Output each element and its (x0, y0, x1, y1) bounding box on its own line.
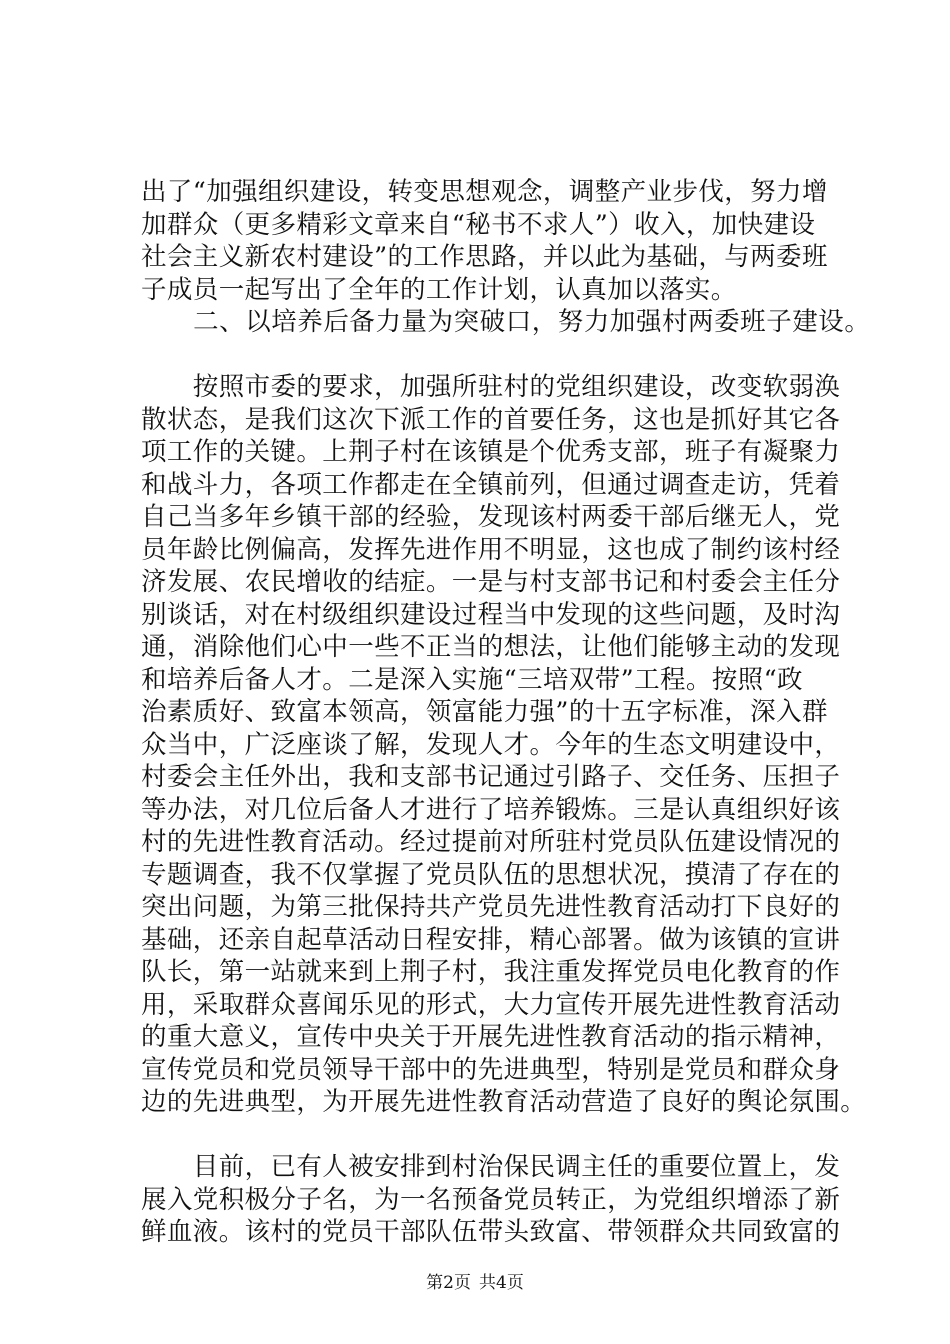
text-line: 济发展、农民增收的结症。一是与村支部书记和村委会主任分 (141, 567, 841, 597)
text-line: 专题调查，我不仅掌握了党员队伍的思想状况，摸清了存在的 (141, 859, 841, 890)
text-line: 子成员一起写出了全年的工作计划，认真加以落实。 (141, 274, 737, 305)
text-line: 宣传党员和党员领导干部中的先进典型，特别是党员和群众身 (141, 1054, 841, 1085)
text-line: 散状态，是我们这次下派工作的首要任务，这也是抓好其它各 (141, 404, 841, 435)
document-body (141, 176, 871, 1249)
text-line: 的重大意义，宣传中央关于开展先进性教育活动的指示精神， (141, 1022, 841, 1052)
text-line: 村的先进性教育活动。经过提前对所驻村党员队伍建设情况的 (141, 827, 841, 857)
text-line: 突出问题，为第三批保持共产党员先进性教育活动打下良好的 (141, 892, 841, 922)
text-line: 和战斗力，各项工作都走在全镇前列，但通过调查走访，凭着 (141, 469, 841, 500)
text-line: 边的先进典型，为开展先进性教育活动营造了良好的舆论氛围。 (141, 1087, 867, 1117)
text-line: 鲜血液。该村的党员干部队伍带头致富、带领群众共同致富的 (141, 1217, 841, 1247)
paragraph-spacer (141, 339, 831, 372)
text-line: 治素质好、致富本领高，领富能力强”的十五字标准，深入群 (141, 697, 828, 727)
section-heading: 二、以培养后备力量为突破口，努力加强村两委班子建设。 (141, 307, 871, 337)
text-line: 自己当多年乡镇干部的经验，发现该村两委干部后继无人，党 (141, 502, 841, 532)
paragraph-1 (141, 176, 831, 306)
text-line: 社会主义新农村建设”的工作思路，并以此为基础，与两委班 (141, 242, 828, 272)
text-line: 基础，还亲自起草活动日程安排，精心部署。做为该镇的宣讲 (141, 924, 841, 955)
text-line: 项工作的关键。上荆子村在该镇是个优秀支部，班子有凝聚力 (141, 437, 841, 467)
text-line: 按照市委的要求，加强所驻村的党组织建设，改变软弱涣 (141, 372, 841, 402)
page-number: 第2页 (426, 1273, 471, 1293)
text-line: 和培养后备人才。二是深入实施“三培双带”工程。按照“政 (141, 664, 803, 695)
paragraph-spacer (141, 1119, 831, 1152)
text-line: 通，消除他们心中一些不正当的想法，让他们能够主动的发现 (141, 632, 841, 662)
text-line: 用，采取群众喜闻乐见的形式，大力宣传开展先进性教育活动 (141, 989, 841, 1020)
text-line: 等办法，对几位后备人才进行了培养锻炼。三是认真组织好该 (141, 794, 841, 825)
page-total: 共4页 (479, 1273, 524, 1293)
text-line: 众当中，广泛座谈了解，发现人才。今年的生态文明建设中， (141, 729, 841, 760)
text-line: 加群众（更多精彩文章来自“秘书不求人”）收入，加快建设 (141, 209, 816, 240)
text-line: 别谈话，对在村级组织建设过程当中发现的这些问题，及时沟 (141, 599, 841, 630)
text-line: 展入党积极分子名，为一名预备党员转正，为党组织增添了新 (141, 1184, 841, 1215)
paragraph-3 (141, 1151, 841, 1249)
text-line: 出了“加强组织建设，转变思想观念，调整产业步伐，努力增 (141, 177, 828, 207)
text-line: 目前，已有人被安排到村治保民调主任的重要位置上，发 (141, 1152, 841, 1182)
text-line: 员年龄比例偏高，发挥先进作用不明显，这也成了制约该村经 (141, 534, 841, 565)
paragraph-2 (141, 371, 867, 1119)
text-line: 村委会主任外出，我和支部书记通过引路子、交任务、压担子 (141, 762, 841, 792)
text-line: 队长，第一站就来到上荆子村，我注重发挥党员电化教育的作 (141, 957, 841, 987)
page-footer (0, 1272, 950, 1294)
